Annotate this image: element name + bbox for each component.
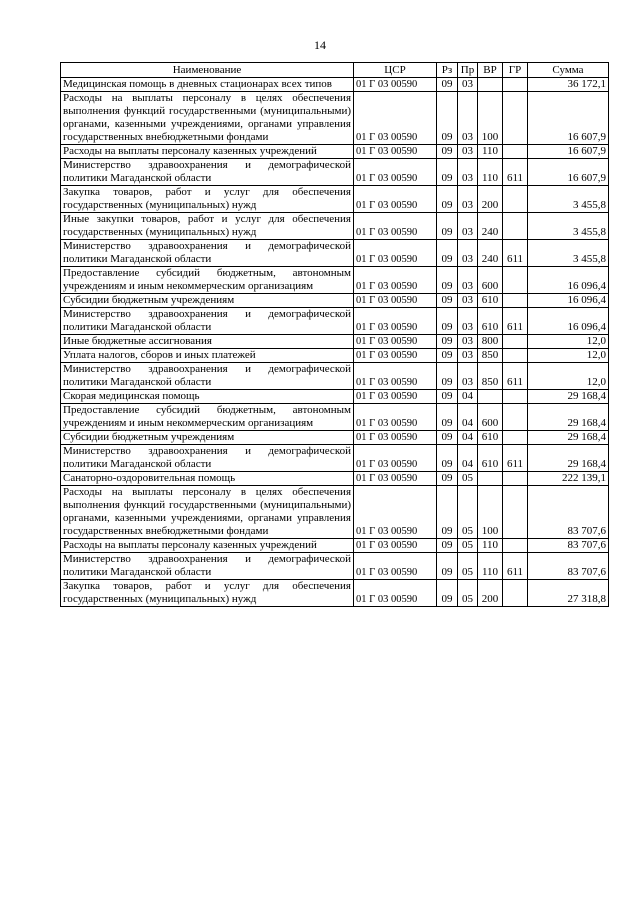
cell-pr: 03	[458, 335, 478, 349]
cell-rz: 09	[437, 92, 458, 145]
cell-sum: 12,0	[528, 335, 609, 349]
cell-gr	[503, 145, 528, 159]
cell-rz: 09	[437, 390, 458, 404]
cell-csr: 01 Г 03 00590	[354, 335, 437, 349]
cell-sum: 12,0	[528, 349, 609, 363]
cell-rz: 09	[437, 78, 458, 92]
table-row	[61, 335, 609, 349]
cell-name: Министерство здравоохранения и демографической политики Магаданской области	[61, 363, 354, 390]
table-row	[61, 308, 609, 335]
cell-pr: 05	[458, 486, 478, 539]
cell-gr	[503, 213, 528, 240]
cell-gr	[503, 92, 528, 145]
cell-name: Уплата налогов, сборов и иных платежей	[61, 349, 354, 363]
cell-rz: 09	[437, 431, 458, 445]
cell-csr: 01 Г 03 00590	[354, 404, 437, 431]
cell-pr: 05	[458, 580, 478, 607]
budget-table	[60, 62, 609, 607]
cell-csr: 01 Г 03 00590	[354, 213, 437, 240]
cell-vr	[478, 78, 503, 92]
cell-name: Расходы на выплаты персоналу в целях обеспечения выполнения функций государственными (муниципальными) органами, казенными учреждениями, органами управления государственных внебюджетными фондами	[61, 486, 354, 539]
cell-vr: 200	[478, 580, 503, 607]
cell-pr: 03	[458, 213, 478, 240]
table-body	[61, 78, 609, 607]
cell-rz: 09	[437, 240, 458, 267]
cell-pr: 05	[458, 553, 478, 580]
cell-gr: 611	[503, 240, 528, 267]
cell-csr: 01 Г 03 00590	[354, 390, 437, 404]
cell-pr: 03	[458, 240, 478, 267]
cell-pr: 03	[458, 308, 478, 335]
table-row	[61, 267, 609, 294]
table-row	[61, 349, 609, 363]
cell-sum: 29 168,4	[528, 404, 609, 431]
cell-pr: 04	[458, 390, 478, 404]
table-row	[61, 472, 609, 486]
cell-pr: 04	[458, 431, 478, 445]
cell-sum: 222 139,1	[528, 472, 609, 486]
cell-sum: 16 096,4	[528, 308, 609, 335]
table-row	[61, 390, 609, 404]
cell-gr	[503, 78, 528, 92]
cell-name: Расходы на выплаты персоналу казенных учреждений	[61, 539, 354, 553]
cell-csr: 01 Г 03 00590	[354, 486, 437, 539]
cell-name: Предоставление субсидий бюджетным, автономным учреждениям и иным некоммерческим организациям	[61, 267, 354, 294]
cell-gr	[503, 486, 528, 539]
cell-sum: 83 707,6	[528, 486, 609, 539]
cell-csr: 01 Г 03 00590	[354, 186, 437, 213]
header-name: Наименование	[61, 63, 354, 78]
cell-gr	[503, 335, 528, 349]
table-row	[61, 213, 609, 240]
cell-sum: 16 096,4	[528, 267, 609, 294]
table-row	[61, 580, 609, 607]
cell-pr: 03	[458, 145, 478, 159]
cell-vr: 600	[478, 404, 503, 431]
cell-sum: 3 455,8	[528, 186, 609, 213]
cell-rz: 09	[437, 267, 458, 294]
page-number: 14	[314, 38, 326, 52]
cell-pr: 03	[458, 186, 478, 213]
cell-gr	[503, 186, 528, 213]
cell-name: Предоставление субсидий бюджетным, автономным учреждениям и иным некоммерческим организациям	[61, 404, 354, 431]
cell-gr	[503, 539, 528, 553]
cell-sum: 36 172,1	[528, 78, 609, 92]
cell-sum: 16 607,9	[528, 159, 609, 186]
table-row	[61, 445, 609, 472]
cell-gr	[503, 390, 528, 404]
table-row	[61, 553, 609, 580]
cell-vr: 100	[478, 486, 503, 539]
cell-vr: 240	[478, 240, 503, 267]
cell-name: Закупка товаров, работ и услуг для обеспечения государственных (муниципальных) нужд	[61, 580, 354, 607]
cell-name: Министерство здравоохранения и демографической политики Магаданской области	[61, 445, 354, 472]
cell-csr: 01 Г 03 00590	[354, 78, 437, 92]
cell-name: Министерство здравоохранения и демографической политики Магаданской области	[61, 159, 354, 186]
table-row	[61, 186, 609, 213]
cell-gr	[503, 431, 528, 445]
cell-gr: 611	[503, 308, 528, 335]
cell-rz: 09	[437, 308, 458, 335]
cell-vr: 110	[478, 539, 503, 553]
table-row	[61, 240, 609, 267]
cell-rz: 09	[437, 159, 458, 186]
cell-gr: 611	[503, 553, 528, 580]
table-row	[61, 159, 609, 186]
cell-gr	[503, 294, 528, 308]
table-row	[61, 78, 609, 92]
cell-pr: 05	[458, 472, 478, 486]
cell-pr: 03	[458, 294, 478, 308]
header-pr: Пр	[458, 63, 478, 78]
cell-rz: 09	[437, 486, 458, 539]
cell-vr	[478, 390, 503, 404]
table-row	[61, 539, 609, 553]
cell-gr: 611	[503, 363, 528, 390]
cell-gr	[503, 580, 528, 607]
cell-rz: 09	[437, 294, 458, 308]
cell-pr: 03	[458, 92, 478, 145]
header-gr: ГР	[503, 63, 528, 78]
cell-name: Иные закупки товаров, работ и услуг для обеспечения государственных (муниципальных) нужд	[61, 213, 354, 240]
header-sum: Сумма	[528, 63, 609, 78]
cell-name: Закупка товаров, работ и услуг для обеспечения государственных (муниципальных) нужд	[61, 186, 354, 213]
cell-csr: 01 Г 03 00590	[354, 240, 437, 267]
cell-rz: 09	[437, 349, 458, 363]
cell-name: Министерство здравоохранения и демографической политики Магаданской области	[61, 553, 354, 580]
cell-gr	[503, 472, 528, 486]
cell-rz: 09	[437, 145, 458, 159]
cell-sum: 3 455,8	[528, 240, 609, 267]
table-row	[61, 145, 609, 159]
header-vr: ВР	[478, 63, 503, 78]
cell-pr: 03	[458, 159, 478, 186]
cell-vr: 850	[478, 363, 503, 390]
table-row	[61, 431, 609, 445]
cell-pr: 03	[458, 78, 478, 92]
cell-rz: 09	[437, 213, 458, 240]
cell-name: Скорая медицинская помощь	[61, 390, 354, 404]
cell-vr: 110	[478, 145, 503, 159]
cell-gr	[503, 349, 528, 363]
cell-csr: 01 Г 03 00590	[354, 431, 437, 445]
cell-rz: 09	[437, 472, 458, 486]
cell-rz: 09	[437, 186, 458, 213]
cell-csr: 01 Г 03 00590	[354, 553, 437, 580]
cell-sum: 16 607,9	[528, 92, 609, 145]
cell-rz: 09	[437, 580, 458, 607]
cell-vr: 110	[478, 553, 503, 580]
cell-pr: 03	[458, 267, 478, 294]
cell-csr: 01 Г 03 00590	[354, 267, 437, 294]
cell-vr: 610	[478, 431, 503, 445]
cell-vr: 610	[478, 294, 503, 308]
cell-vr: 610	[478, 308, 503, 335]
cell-csr: 01 Г 03 00590	[354, 159, 437, 186]
cell-vr: 200	[478, 186, 503, 213]
cell-pr: 03	[458, 363, 478, 390]
cell-csr: 01 Г 03 00590	[354, 472, 437, 486]
cell-gr: 611	[503, 445, 528, 472]
cell-pr: 03	[458, 349, 478, 363]
cell-name: Министерство здравоохранения и демографической политики Магаданской области	[61, 240, 354, 267]
cell-sum: 83 707,6	[528, 553, 609, 580]
table-row	[61, 294, 609, 308]
cell-sum: 16 607,9	[528, 145, 609, 159]
cell-vr: 850	[478, 349, 503, 363]
cell-csr: 01 Г 03 00590	[354, 363, 437, 390]
cell-vr: 610	[478, 445, 503, 472]
table-header-row	[61, 63, 609, 78]
cell-rz: 09	[437, 363, 458, 390]
cell-rz: 09	[437, 553, 458, 580]
table-row	[61, 404, 609, 431]
cell-rz: 09	[437, 539, 458, 553]
table-row	[61, 363, 609, 390]
cell-gr	[503, 404, 528, 431]
cell-csr: 01 Г 03 00590	[354, 580, 437, 607]
cell-gr: 611	[503, 159, 528, 186]
cell-sum: 83 707,6	[528, 539, 609, 553]
cell-sum: 27 318,8	[528, 580, 609, 607]
cell-rz: 09	[437, 335, 458, 349]
cell-vr	[478, 472, 503, 486]
cell-name: Министерство здравоохранения и демографической политики Магаданской области	[61, 308, 354, 335]
cell-name: Расходы на выплаты персоналу казенных учреждений	[61, 145, 354, 159]
cell-sum: 29 168,4	[528, 431, 609, 445]
cell-vr: 800	[478, 335, 503, 349]
cell-pr: 04	[458, 404, 478, 431]
cell-name: Иные бюджетные ассигнования	[61, 335, 354, 349]
cell-vr: 240	[478, 213, 503, 240]
cell-sum: 29 168,4	[528, 390, 609, 404]
cell-name: Субсидии бюджетным учреждениям	[61, 294, 354, 308]
cell-name: Санаторно-оздоровительная помощь	[61, 472, 354, 486]
cell-csr: 01 Г 03 00590	[354, 145, 437, 159]
cell-csr: 01 Г 03 00590	[354, 308, 437, 335]
cell-csr: 01 Г 03 00590	[354, 445, 437, 472]
cell-pr: 04	[458, 445, 478, 472]
cell-name: Расходы на выплаты персоналу в целях обеспечения выполнения функций государственными (муниципальными) органами, казенными учреждениями, органами управления государственных внебюджетными фондами	[61, 92, 354, 145]
table-row	[61, 486, 609, 539]
cell-rz: 09	[437, 404, 458, 431]
cell-rz: 09	[437, 445, 458, 472]
cell-pr: 05	[458, 539, 478, 553]
header-rz: Рз	[437, 63, 458, 78]
cell-csr: 01 Г 03 00590	[354, 92, 437, 145]
header-csr: ЦСР	[354, 63, 437, 78]
cell-gr	[503, 267, 528, 294]
cell-sum: 3 455,8	[528, 213, 609, 240]
cell-name: Субсидии бюджетным учреждениям	[61, 431, 354, 445]
cell-vr: 100	[478, 92, 503, 145]
cell-sum: 12,0	[528, 363, 609, 390]
cell-sum: 29 168,4	[528, 445, 609, 472]
cell-name: Медицинская помощь в дневных стационарах всех типов	[61, 78, 354, 92]
cell-sum: 16 096,4	[528, 294, 609, 308]
cell-csr: 01 Г 03 00590	[354, 294, 437, 308]
cell-csr: 01 Г 03 00590	[354, 349, 437, 363]
table-row	[61, 92, 609, 145]
cell-csr: 01 Г 03 00590	[354, 539, 437, 553]
cell-vr: 600	[478, 267, 503, 294]
cell-vr: 110	[478, 159, 503, 186]
